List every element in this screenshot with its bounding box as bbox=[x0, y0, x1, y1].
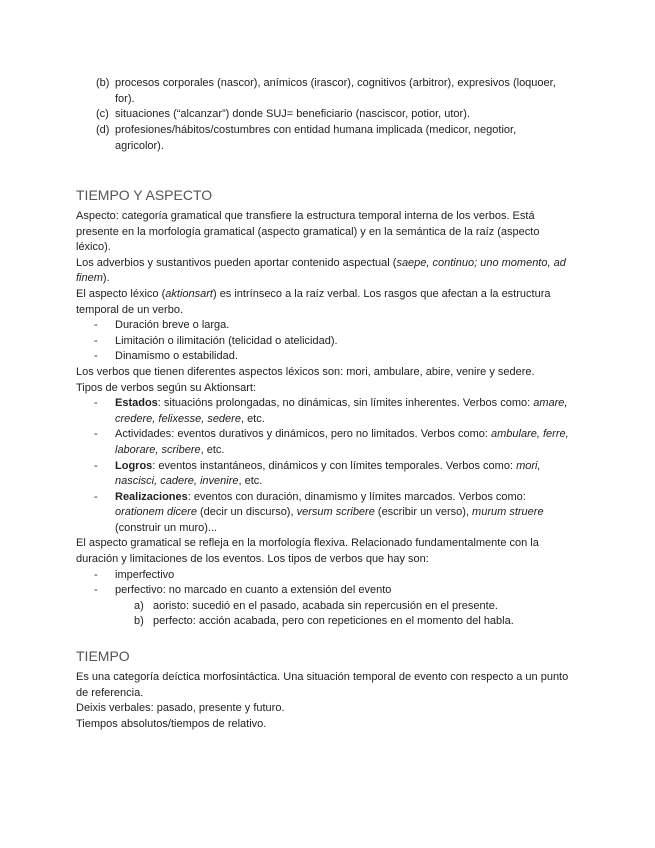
bullet-marker: - bbox=[94, 350, 98, 363]
bullet-text: : eventos instantáneos, dinámicos y con límites temporales. Verbos como: bbox=[152, 459, 517, 472]
bullet-text: Duración breve o larga. bbox=[115, 319, 230, 332]
text-run: , etc. bbox=[200, 443, 225, 456]
list-marker: (d) bbox=[96, 124, 110, 136]
paragraph-tiempos-absolutos: Tiempos absolutos/tiempos de relativo. bbox=[76, 717, 267, 730]
text-run: ) es intrínseco a la raíz verbal. Los rasgos que afectan a la estructura temporal de un verbo. bbox=[76, 287, 551, 316]
list-text: procesos corporales (nascor), anímicos (irascor), cognitivos (arbitror), expresivos (loquoer, for). bbox=[115, 77, 556, 105]
bold-term: Estados bbox=[115, 397, 158, 410]
list-marker: (c) bbox=[96, 108, 109, 120]
paragraph-adverbios bbox=[76, 256, 576, 287]
italic-examples: orationem dicere bbox=[115, 506, 197, 519]
italic-examples: saepe, continuo; uno momento, ad finem bbox=[76, 256, 566, 285]
text-run: (construir un muro)... bbox=[115, 521, 218, 534]
bullet-text: imperfectivo bbox=[115, 568, 175, 581]
bullet-item bbox=[76, 396, 576, 427]
text-run: , etc. bbox=[238, 475, 263, 488]
bullet-marker: - bbox=[94, 334, 98, 347]
text-run: (escribir un verso), bbox=[374, 506, 473, 519]
italic-examples: murum struere bbox=[472, 506, 544, 519]
bold-term: Logros bbox=[115, 459, 153, 472]
italic-examples: amare, credere, felixesse, sedere bbox=[115, 397, 568, 425]
bullet-marker: - bbox=[94, 319, 98, 332]
italic-examples: ambulare, ferre, laborare, scribere bbox=[115, 428, 569, 456]
list-item bbox=[96, 76, 566, 107]
list-item bbox=[96, 123, 566, 154]
bullet-item bbox=[76, 427, 576, 458]
paragraph-aspecto-lexico bbox=[76, 287, 576, 318]
paragraph-aspecto: Aspecto: categoría gramatical que transfiere la estructura temporal interna de los verbos. Está presente en la morfología gramatical (aspecto gramatical) y en la semántica de la raíz (aspecto léxico). bbox=[76, 210, 540, 254]
bold-term: Realizaciones bbox=[115, 490, 188, 503]
bullet-marker: - bbox=[94, 568, 98, 581]
bullet-item bbox=[76, 568, 576, 584]
italic-examples: versum scribere bbox=[296, 506, 375, 519]
sub-list-marker: b) bbox=[134, 615, 144, 628]
bullet-marker: - bbox=[94, 490, 98, 503]
section-tiempo-body bbox=[76, 670, 576, 732]
text-run: Los adverbios y sustantivos pueden aportar contenido aspectual ( bbox=[76, 256, 397, 269]
bullet-text: : eventos con duración, dinamismo y límites marcados. Verbos como: bbox=[187, 490, 526, 503]
bullet-text: : situacións prolongadas, no dinámicas, sin límites inherentes. Verbos como: bbox=[157, 397, 534, 410]
paragraph-verbos-aspectos: Los verbos que tienen diferentes aspectos léxicos son: mori, ambulare, abire, venire y sedere. bbox=[76, 365, 535, 378]
paragraph-categoria-deictica: Es una categoría deíctica morfosintáctica. Una situación temporal de evento con respecto a un punto de referencia. bbox=[76, 671, 569, 699]
bullet-item bbox=[76, 349, 576, 365]
section-heading-tiempo: TIEMPO bbox=[76, 648, 130, 664]
list-text: situaciones (“alcanzar”) donde SUJ= beneficiario (nasciscor, potior, utor). bbox=[115, 108, 470, 120]
sub-list-item bbox=[76, 599, 576, 615]
bullet-marker: - bbox=[94, 428, 98, 441]
bullet-text: perfectivo: no marcado en cuanto a extensión del evento bbox=[115, 584, 392, 597]
sub-list-marker: a) bbox=[134, 599, 144, 612]
bullet-item bbox=[76, 334, 576, 350]
sub-list-text: perfecto: acción acabada, pero con repeticiones en el momento del habla. bbox=[153, 615, 514, 628]
bullet-text: Dinamismo o estabilidad. bbox=[115, 350, 238, 363]
paragraph-aspecto-gramatical: El aspecto gramatical se refleja en la morfología flexiva. Relacionado fundamentalmente con la duración y limitaciones de los eventos. Los tipos de verbos que hay son: bbox=[76, 537, 539, 566]
bullet-text: Actividades: eventos durativos y dinámicos, pero no limitados. Verbos como: bbox=[115, 428, 492, 441]
bullet-marker: - bbox=[94, 459, 98, 472]
italic-term: aktionsart bbox=[165, 287, 213, 300]
sub-list-text: aoristo: sucedió en el pasado, acabada sin repercusión en el presente. bbox=[153, 599, 498, 612]
list-marker: (b) bbox=[96, 77, 110, 89]
paragraph-deixis: Deixis verbales: pasado, presente y futuro. bbox=[76, 702, 285, 715]
text-run: , etc. bbox=[240, 412, 265, 425]
text-run: (decir un discurso), bbox=[196, 506, 297, 519]
list-item bbox=[96, 107, 566, 123]
text-run: El aspecto léxico ( bbox=[76, 287, 166, 300]
bullet-item bbox=[76, 318, 576, 334]
text-run: ). bbox=[102, 272, 110, 285]
bullet-marker: - bbox=[94, 584, 98, 597]
section-tiempo-aspecto-body bbox=[76, 209, 576, 630]
italic-examples: mori, nascisci, cadere, invenire bbox=[115, 459, 541, 488]
bullet-text: Limitación o ilimitación (telicidad o atelicidad). bbox=[115, 334, 338, 347]
list-text: profesiones/hábitos/costumbres con entidad humana implicada (medicor, negotior, agricolor). bbox=[115, 124, 517, 152]
bullet-item bbox=[76, 490, 576, 537]
bullet-item bbox=[76, 583, 576, 599]
paragraph-tipos-verbos: Tipos de verbos según su Aktionsart: bbox=[76, 381, 256, 394]
sub-list-item bbox=[76, 614, 576, 630]
bullet-item bbox=[76, 459, 576, 490]
bullet-marker: - bbox=[94, 397, 98, 410]
section-heading-tiempo-aspecto: TIEMPO Y ASPECTO bbox=[76, 187, 213, 203]
